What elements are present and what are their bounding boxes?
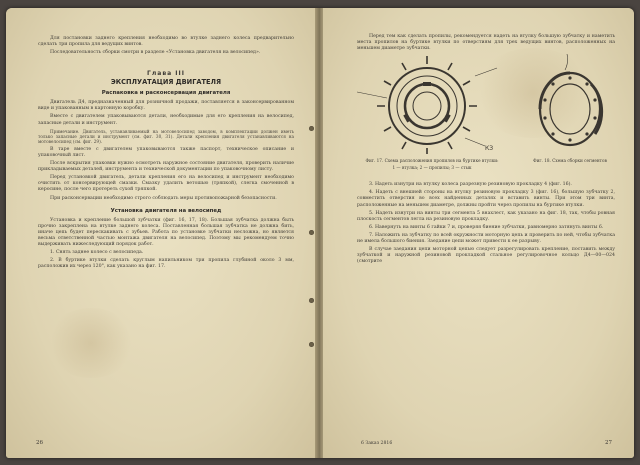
paragraph: Двигатель Д4, предназначенный для розничной продажи, поставляется в законсервированном виде и упакованным в картонную коробку. <box>38 100 294 112</box>
paragraph: В таре вместе с двигателем упаковываются также паспорт, техническое описание и упаковочный лист. <box>38 146 294 158</box>
paragraph: Вместе с двигателем упаковываются детали, необходимые для его крепления на велосипед, запасные детали и инструмент. <box>38 114 294 126</box>
paragraph: 5. Надеть изнутри на винты три сегмента 5 внахлест, как указано на фиг. 18, так, чтобы ровная плоскость сегментов легла на резиновую прокладку. <box>357 210 615 222</box>
paragraph: 1. Снять заднее колесо с велосипеда. <box>50 250 144 256</box>
paragraph: 4. Надеть с внешней стороны на втулку резиновую прокладку 3 (фиг. 16), большую зубчатку 2, совместить отверстия во всех найденных деталях и вставить винты. При этом три винта, расположенные на меньшем диаметре, должны пройти через пропилы на буртике втулки. <box>357 190 615 208</box>
paragraph: После вскрытия упаковки нужно осмотреть наружное состояние двигателя, проверить наличие прикладываемых деталей, инструмента и технической документации по упаковочному листу. <box>38 161 294 173</box>
paragraph: В случае заедания цепи моторной цепью следует разрегулировать крепление, поставить между зубчаткой и наружной резиновой прокладкой стальное регулировочное кольцо Д4—00—024 (смотрите <box>357 247 615 265</box>
right-page-content <box>357 34 615 267</box>
paragraph: 6. Навернуть на винты 6 гайки 7 и, проверяя биение зубчатки, равномерно затянуть винты 6. <box>369 224 604 230</box>
note-paragraph: Примечание. Двигатель, устанавливаемый на мотовелосипед заводом, в комплектации должен иметь только запасные детали и инструмент (см. фиг. 30, 31). Детали крепления двигателя устанавливаются на мотовелосипед (см. фиг. 29). <box>38 128 294 145</box>
section-heading-unpacking: Распаковка и расконсервация двигателя <box>101 90 231 97</box>
staple-hole <box>309 342 314 347</box>
staple-hole <box>309 230 314 235</box>
figure-caption: Фиг. 17. Схема расположения пропилов на буртике втулки: <box>365 158 499 164</box>
hub-slots-diagram <box>357 54 507 154</box>
left-page <box>6 8 317 458</box>
paper-stain <box>46 308 136 378</box>
figure-caption: Фиг. 18. Схема сборки сегментов <box>533 158 607 164</box>
right-page <box>323 8 634 458</box>
paragraph: Перед установкой двигатель, детали крепления его на велосипед и инструмент необходимо очистить от консервирующей смазки. Смазку удалить ветошью (тряпкой), слегка смоченной в керосине, после чего протереть сухой тряпкой. <box>38 175 294 193</box>
paragraph: 7. Наложить на зубчатку по всей окружности моторную цепь и проверить по ней, чтобы зубчатка не имела большого биения. Заедание цепи может привести к ее разрыву. <box>357 232 615 245</box>
paragraph: Установка и крепление большой зубчатки (фиг. 16, 17, 18). Большая зубчатка должна быть прочно закреплена на втулке заднего колеса. Поставленная большая зубчатка не должна бить, иначе цепь будет перескакивать с зубьев. Работа по установке зубчатки несложна, но является весьма ответственной частью монтажа двигателя на велосипед. Поэтому мы рекомендуем точно выдерживать нижеследующий порядок работ. <box>38 217 294 247</box>
figure-18 <box>525 54 615 180</box>
figure-legend: 1 — втулка; 2 — пропилы; 3 — стык <box>392 165 472 171</box>
left-page-content <box>38 36 294 272</box>
page-number: 27 <box>605 440 612 446</box>
chapter-title: ЭКСПЛУАТАЦИЯ ДВИГАТЕЛЯ <box>110 78 222 87</box>
paragraph: Последовательность сборки смотри в разделе «Установка двигателя на велосипед». <box>50 50 261 56</box>
page-number: 26 <box>36 440 43 446</box>
print-order-mark: 6 Заказ 2816 <box>361 441 393 446</box>
paragraph: При расконсервации необходимо строго соблюдать меры противопожарной безопасности. <box>50 195 277 201</box>
paragraph: Перед тем как сделать пропилы, рекомендуется надеть на втулку большую зубчатку и наметить места пропилов на буртике втулки по отверстиям для трех ведущих винтов, расположенных на меньшем диаметре зубчатки. <box>357 34 615 52</box>
paragraph: 3. Надеть изнутри на втулку колеса разрезную резиновую прокладку 4 (фиг. 16). <box>369 182 572 188</box>
section-heading-installation: Установка двигателя на велосипед <box>110 207 222 214</box>
chapter-label: Глава III <box>147 70 185 78</box>
segment-assembly-diagram <box>525 54 615 154</box>
paragraph: 2. В буртике втулки сделать круглым напильником три пропила глубиной около 3 мм, расположив их через 120°, как указано на фиг. 17. <box>38 258 294 270</box>
paragraph: Для постановки заднего крепления необходимо во втулке заднего колеса предварительно сделать три пропила для ведущих винтов. <box>38 36 294 48</box>
open-booklet <box>6 8 634 458</box>
figure-17 <box>357 54 507 180</box>
staple-hole <box>309 298 314 303</box>
figure-label: КЗ <box>485 145 494 153</box>
staple-hole <box>309 126 314 131</box>
figures-row <box>357 54 615 180</box>
